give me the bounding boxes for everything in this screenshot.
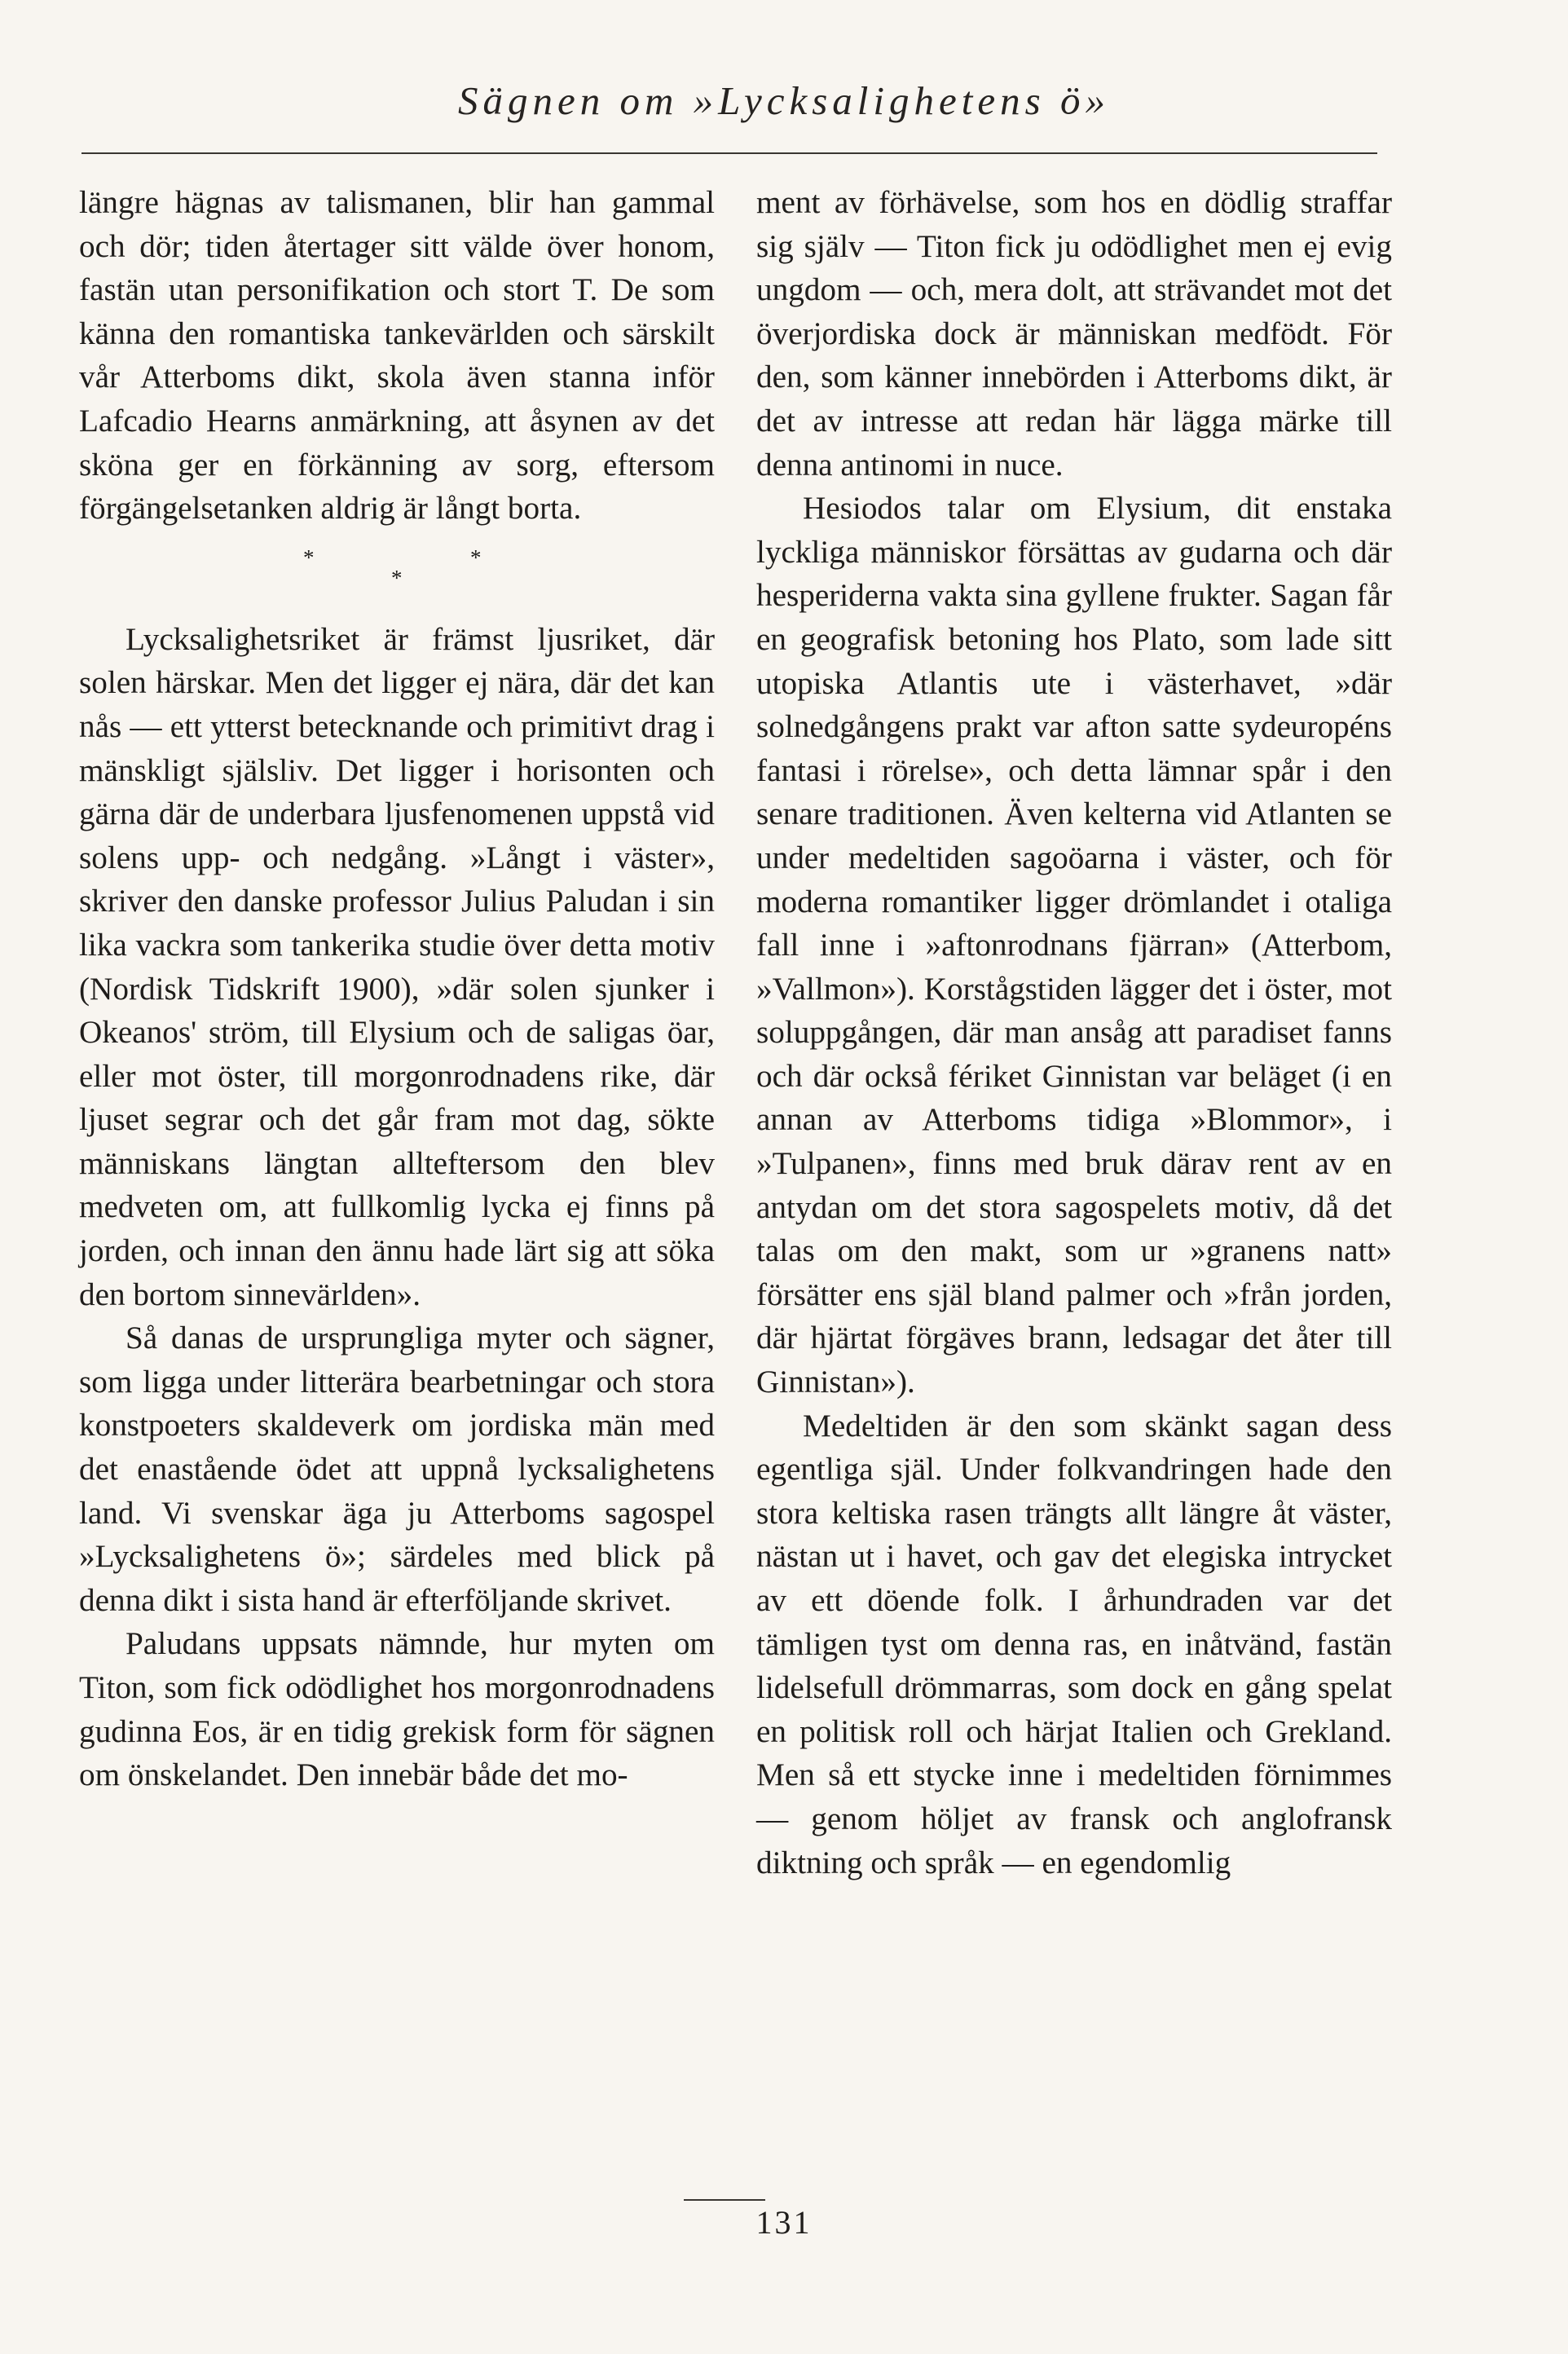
asterisk: * <box>470 544 482 570</box>
folio-rule <box>684 2199 765 2201</box>
right-paragraph-1: ment av förhävelse, som hos en dödlig straffar sig själv — Titon fick ju odödlighet men ej evig ungdom — och, mera dolt, att strävandet mot det överjordiska dock är människan medfödt. För den, som känner innebörden i Atterboms dikt, är det av intresse att redan här lägga märke till denna antinomi in nuce. <box>756 185 1392 483</box>
left-paragraph-1: längre hägnas av talismanen, blir han gammal och dör; tiden återtager sitt välde över honom, fastän utan personifikation och stort T. De som känna den romantiska tankevärlden och särskilt vår Atterboms dikt, skola även stanna inför Lafcadio Hearns anmärkning, att åsynen av det sköna ger en förkänning av sorg, eftersom förgängelsetanken aldrig är långt borta. <box>79 185 715 527</box>
left-column <box>79 181 715 1797</box>
running-title: Sägnen om »Lycksalighetens ö» <box>458 78 1110 123</box>
right-column <box>756 181 1392 1885</box>
asterisk: * <box>391 565 403 590</box>
left-paragraph-4: Paludans uppsats nämnde, hur myten om Titon, som fick odödlighet hos morgonrodnadens gudinna Eos, är en tidig grekisk form för sägnen om önskelandet. Den innebär både det mo- <box>79 1626 715 1793</box>
header-rule <box>81 152 1377 154</box>
left-paragraph-2: Lycksalighetsriket är främst ljusriket, där solen härskar. Men det ligger ej nära, där det kan nås — ett ytterst betecknande och primitivt drag i mänskligt själsliv. Det ligger i horisonten och gärna där de underbara ljusfenomenen uppstå vid solens upp- och nedgång. »Långt i väster», skriver den danske professor Julius Paludan i sin lika vackra som tankerika studie över detta motiv (Nordisk Tidskrift 1900), »där solen sjunker i Okeanos' ström, till Elysium och de saligas öar, eller mot öster, till morgonrodnadens rike, där ljuset segrar och det går fram mot dag, sökte människans längtan allteftersom den blev medveten om, att fullkomlig lycka ej finns på jorden, och innan den ännu hade lärt sig att söka den bortom sinnevärlden». <box>79 621 715 1312</box>
asterisk: * <box>303 544 315 570</box>
right-paragraph-2: Hesiodos talar om Elysium, dit enstaka lyckliga människor försättas av gudarna och där hesperiderna vakta sina gyllene frukter. Sagan får en geografisk betoning hos Plato, som lade sitt utopiska Atlantis ute i västerhavet, »där solnedgångens prakt var afton satte sydeuropéns fantasi i rörelse», och detta lämnar spår i den senare traditionen. Även kelterna vid Atlanten se under medeltiden sagoöarna i väster, och för moderna romantiker ligger drömlandet i otaliga fall inne i »aftonrodnans fjärran» (Atterbom, »Vallmon»). Korstågstiden lägger det i öster, mot soluppgången, där man ansåg att paradiset fanns och där också fériket Ginnistan var beläget (i en annan av Atterboms tidiga »Blommor», i »Tulpanen», finns med bruk därav rent av en antydan om det stora sagospelets motiv, då det talas om den makt, som ur »granens natt» försätter ens själ bland palmer och »från jorden, där hjärtat förgäves brann, ledsagar det åter till Ginnistan»). <box>756 491 1392 1400</box>
left-paragraph-3: Så danas de ursprungliga myter och sägner, som ligga under litterära bearbetningar och stora konstpoeters skaldeverk om jordiska män med det enastående ödet att uppnå lycksalighetens land. Vi svenskar äga ju Atterboms sagospel »Lycksalighetens ö»; särdeles med blick på denna dikt i sista hand är efterföljande skrivet. <box>79 1320 715 1618</box>
section-break-asterisks <box>79 531 715 618</box>
right-paragraph-3: Medeltiden är den som skänkt sagan dess egentliga själ. Under folkvandringen hade den stora keltiska rasen trängts allt längre åt väster, nästan ut i havet, och gav det elegiska intrycket av ett döende folk. I århundraden var det tämligen tyst om denna ras, en inåtvänd, fastän lidelsefull drömmarras, som dock en gång spelat en politisk roll och härjat Italien och Grekland. Men så ett stycke inne i medeltiden förnimmes — genom höljet av fransk och anglofransk diktning och språk — en egendomlig <box>756 1408 1392 1880</box>
page-number: 131 <box>755 2204 813 2241</box>
